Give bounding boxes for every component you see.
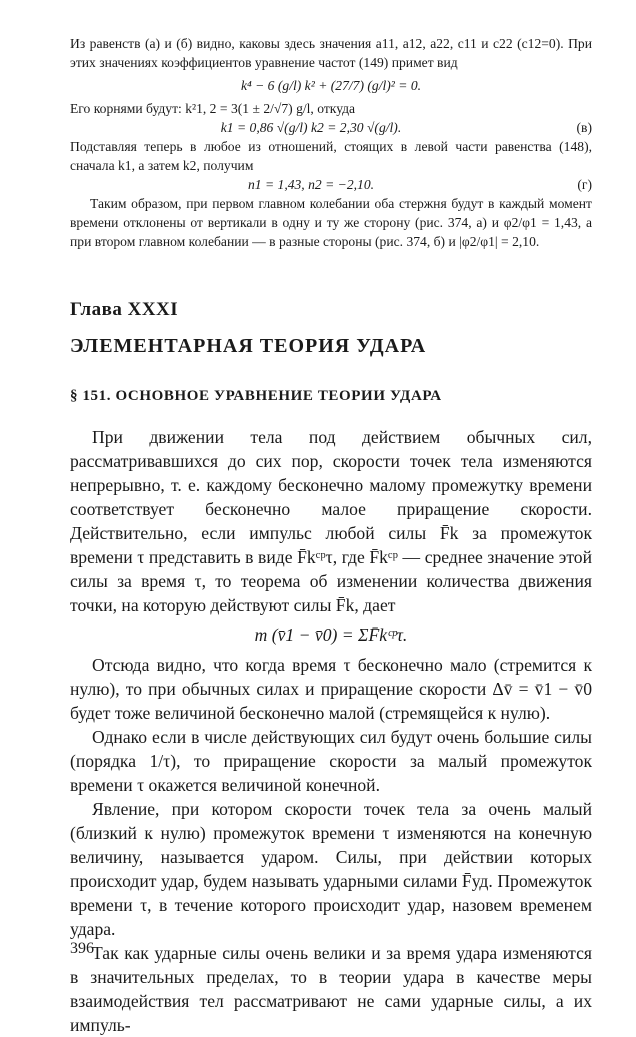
paragraph: Так как ударные силы очень велики и за время удара изменяются в значительных пределах, то в теории удара в качестве меры взаимодействия тел рассматривают не сами ударные силы, а их импуль- <box>70 943 592 1035</box>
section-heading: § 151. ОСНОВНОЕ УРАВНЕНИЕ ТЕОРИИ УДАРА <box>70 388 442 404</box>
equation-row <box>70 118 592 137</box>
page <box>70 34 592 1037</box>
body-text <box>70 425 592 1037</box>
paragraph: При движении тела под действием обычных сил, рассматривавшихся до сих пор, скорости точек тела изменяются непрерывно, т. е. каждому бесконечно малому промежутку времени соответствует бесконечно малое приращение скорости. Действительно, если импульс любой силы F̄k за промежуток времени τ представить в виде F̄kᶜᵖτ, где F̄kᶜᵖ — среднее значение этой силы за время τ, то теорема об изменении количества движения точки, на которую действуют силы F̄k, дает <box>70 427 592 615</box>
page-number: 396 <box>70 940 94 957</box>
equation: k1 = 0,86 √(g/l) k2 = 2,30 √(g/l). <box>220 120 402 135</box>
paragraph: Его корнями будут: k²1, 2 = 3(1 ± 2/√7) g/l, откуда <box>70 101 356 116</box>
paragraph: Явление, при котором скорости точек тела за очень малый (близкий к нулю) промежуток времени τ изменяются на конечную величину, называется ударом. Силы, при действии которых происходит удар, будем называть ударными силами F̄уд. Промежуток времени τ, в течение которого происходит удар, назовем временем удара. <box>70 799 592 939</box>
chapter-label: Глава XXXI <box>70 299 179 320</box>
equation-tag: (г) <box>577 177 592 192</box>
paragraph: Подставляя теперь в любое из отношений, стоящих в левой части равенства (148), сначала k1, а затем k2, получим <box>70 139 592 173</box>
paragraph: Таким образом, при первом главном колебании оба стержня будут в каждый момент времени отклонены от вертикали в одну и ту же сторону (рис. 374, а) и φ2/φ1 = 1,43, а при втором главном колебании — в разные стороны (рис. 374, б) и |φ2/φ1| = 2,10. <box>70 196 592 249</box>
top-block <box>70 34 592 251</box>
paragraph: Однако если в числе действующих сил будут очень большие силы (порядка 1/τ), то приращение скорости за малый промежуток времени τ окажется величиной конечной. <box>70 727 592 795</box>
equation: k⁴ − 6 (g/l) k² + (27/7) (g/l)² = 0. <box>240 78 422 93</box>
paragraph: Отсюда видно, что когда время τ бесконечно мало (стремится к нулю), то при обычных силах и приращение скорости Δv̄ = v̄1 − v̄0 будет тоже величиной бесконечно малой (стремящейся к нулю). <box>70 655 592 723</box>
paragraph: Из равенств (а) и (б) видно, каковы здесь значения a11, a12, a22, c11 и c22 (c12=0). При этих значениях коэффициентов уравнение частот (149) примет вид <box>70 36 592 70</box>
chapter-title: ЭЛЕМЕНТАРНАЯ ТЕОРИЯ УДАРА <box>70 335 427 357</box>
equation-tag: (в) <box>576 120 592 135</box>
equation: m (v̄1 − v̄0) = ΣF̄kᶜᵖτ. <box>254 625 408 645</box>
equation-row <box>70 175 592 194</box>
equation: n1 = 1,43, n2 = −2,10. <box>247 177 375 192</box>
